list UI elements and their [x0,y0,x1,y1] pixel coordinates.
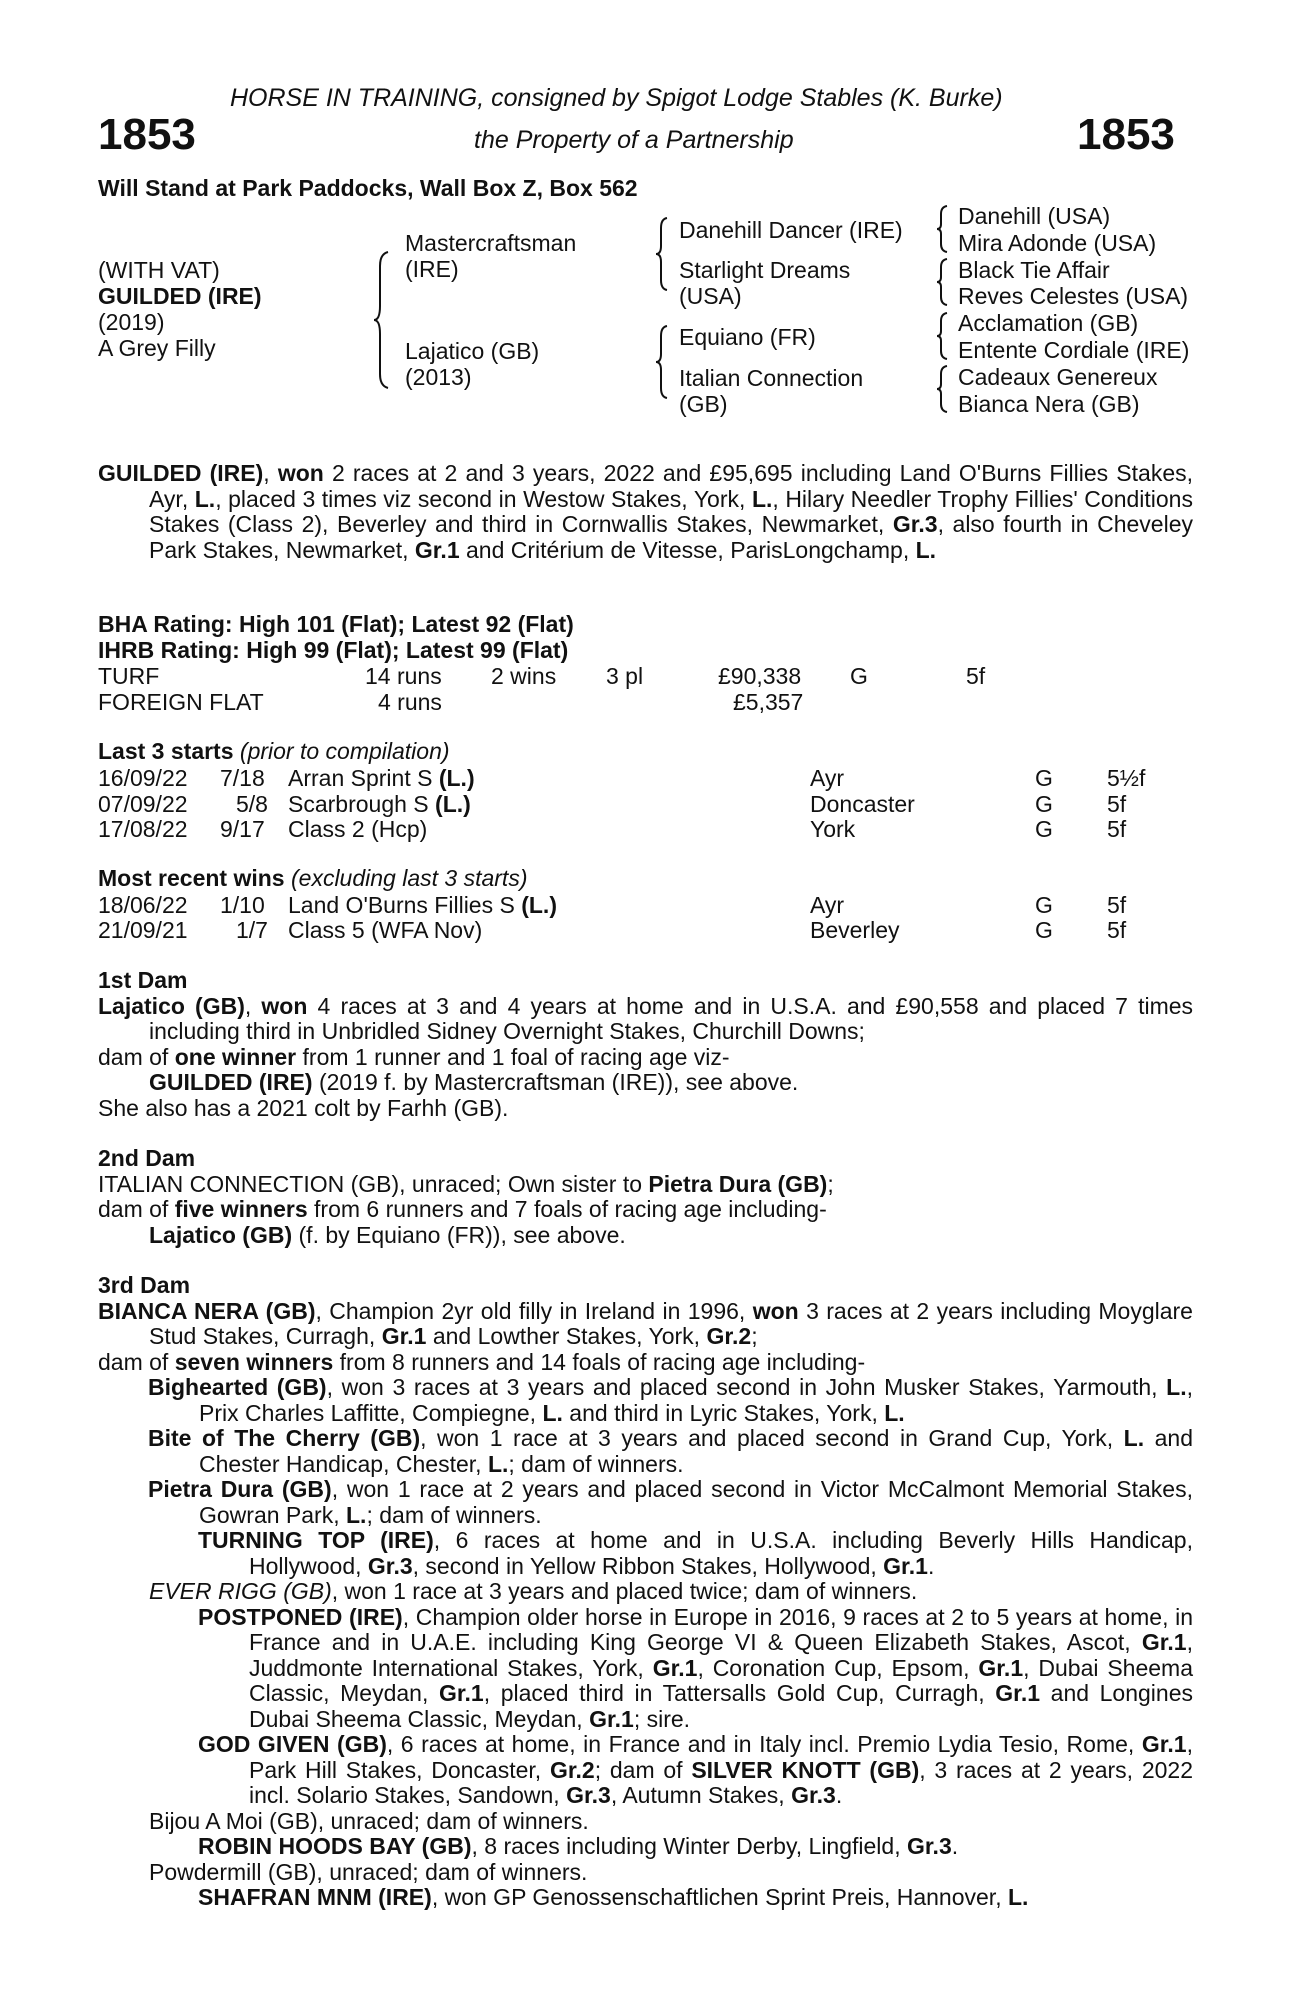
ggp-8: Bianca Nera (GB) [958,391,1140,417]
progeny-entry [98,1477,1193,1528]
listed-tag: L. [915,536,937,563]
progeny-text: , 8 races including Winter Derby, Lingfield, [471,1833,907,1859]
summary-text: , Hilary Needler Trophy Fillies' Conditions Stakes (Class 2), Beverley and third in Cornwallis Stakes, Newmarket, [149,485,1193,537]
stand-location: Will Stand at Park Paddocks, Wall Box Z, Box 562 [98,175,638,201]
record-wins: 2 wins [491,663,557,689]
race-course: Beverley [810,917,900,943]
winners-count: one winner [174,1043,297,1070]
race-tag: (L.) [438,765,475,791]
race-position: 1/7 [236,917,268,943]
ggp-6: Entente Cordiale (IRE) [958,337,1190,363]
group-tag: Gr.3 [367,1552,413,1579]
group-tag: Gr.3 [892,511,938,537]
progeny-text: , Juddmonte International Stakes, York, [249,1629,1193,1681]
summary-text: , also fourth in Cheveley Park Stakes, Newmarket, [149,511,1193,563]
ggp-2: Mira Adonde (USA) [958,230,1157,256]
progeny-text: , second in Yellow Ribbon Stakes, Hollywood, [412,1552,884,1579]
group-tag: Gr.1 [1141,1629,1187,1655]
third-dam-name: BIANCA NERA (GB) [98,1297,316,1324]
race-position: 5/8 [236,791,268,817]
race-course: Ayr [810,892,845,918]
progeny-text: , 6 races at home, in France and in Italy incl. Premio Lydia Tesio, Rome, [386,1731,1142,1757]
second-dam-heading: 2nd Dam [98,1145,196,1171]
progeny-text: ; dam of [594,1756,692,1783]
progeny-text: , won 1 race at 3 years and placed second in Grand Cup, York, [420,1425,1124,1451]
grand-progeny-entry [98,1834,1193,1860]
race-position: 9/17 [220,816,265,842]
dam-sire: Equiano (FR) [679,324,816,350]
lot-number-right: 1853 [1077,110,1175,159]
listed-tag: L. [1166,1374,1187,1400]
property-line: the Property of a Partnership [474,126,794,154]
record-prize: £5,357 [733,689,804,715]
progeny-text: and Chester Handicap, Chester, [199,1425,1193,1477]
progeny-text: . [951,1833,959,1859]
race-name: Class 5 (WFA Nov) [288,917,483,943]
group-tag: Gr.3 [906,1833,952,1859]
last3-row [98,791,1198,816]
recent-row [98,917,1198,942]
race-tag: (L.) [521,892,557,918]
race-title: Scarbrough S [288,791,436,817]
race-course: Ayr [810,765,845,791]
recent-wins-heading [98,866,527,892]
listed-tag: L. [884,1399,905,1426]
race-date: 18/06/22 [98,892,188,918]
consignor-line: HORSE IN TRAINING, consigned by Spigot Lodge Stables (K. Burke) [230,84,1003,112]
dam-won: won [752,1297,799,1324]
pedigree-brace-dam [655,324,671,400]
progeny-name: ROBIN HOODS BAY (GB) [198,1833,472,1859]
progeny-name: GUILDED (IRE) [149,1069,313,1095]
sire-dam: Starlight Dreams [679,257,851,283]
race-date: 16/09/22 [98,765,188,791]
first-dam-name: Lajatico (GB) [98,992,245,1019]
race-name: Class 2 (Hcp) [288,816,428,842]
record-distance: 5f [966,663,986,689]
recent-title: Most recent wins [98,865,285,891]
race-date: 21/09/21 [98,917,188,943]
group-tag: Gr.1 [381,1323,427,1349]
group-tag: Gr.1 [883,1552,928,1579]
grand-progeny-entry [98,1605,1193,1733]
listed-tag: L. [194,485,216,512]
progeny-text: , Champion older horse in Europe in 2016, 9 races at 2 to 5 years at home, in France and in U.A.E. including King George VI & Queen Elizabeth Stakes, Ascot, [249,1603,1193,1655]
progeny-text: (f. by Equiano (FR)), see above. [292,1221,626,1248]
progeny-text: , 6 races at home and in U.S.A. including Beverly Hills Handicap, Hollywood, [249,1527,1193,1579]
progeny-text: , won 3 races at 3 years and placed second in John Musker Stakes, Yarmouth, [326,1374,1167,1400]
race-title: Land O'Burns Fillies S [288,892,522,918]
race-distance: 5f [1107,816,1127,842]
race-course: Doncaster [810,791,915,817]
record-runs: 14 runs [365,663,442,689]
race-position: 1/10 [220,892,265,918]
ggp-3: Black Tie Affair [958,257,1110,283]
group-tag: Gr.3 [791,1782,836,1808]
sire-name: Mastercraftsman [405,230,577,256]
winners-count: five winners [174,1196,308,1222]
dam-text: 4 races at 3 and 4 years at home and in U.S.A. and £90,558 and placed 7 times including third in Unbridled Sidney Overnight Stakes, Churchill Downs; [149,992,1194,1044]
progeny-text: , Park Hill Stakes, Doncaster, [249,1731,1193,1783]
group-tag: Gr.2 [706,1323,752,1349]
pedigree-brace-sd [936,257,950,307]
dam-dam: Italian Connection [679,365,864,391]
progeny-name: Bite of The Cherry (GB) [148,1425,421,1451]
group-tag: Gr.1 [1141,1731,1187,1757]
listed-tag: L. [346,1501,367,1528]
record-runs: 4 runs [378,689,442,715]
progeny-entry [98,1579,1193,1605]
summary-text: , placed 3 times viz second in Westow Stakes, York, [215,485,752,512]
dam-also-note: She also has a 2021 colt by Farhh (GB). [98,1094,509,1121]
dam-dam-origin: (GB) [679,391,728,417]
record-prize: £90,338 [718,663,802,689]
sire-origin: (IRE) [405,256,459,282]
progeny-text: and third in Lyric Stakes, York, [562,1399,885,1426]
progeny-text: ; dam of winners. [508,1450,684,1477]
last3-title: Last 3 starts [98,738,234,764]
recent-row [98,892,1198,917]
pedigree-brace-ss [936,204,950,254]
record-going: G [850,663,868,689]
first-dam-section: 1st Dam Lajatico (GB), won 4 races at 3 and 4 years at home and in U.S.A. and £90,558 and placed 7 times including third in Unbridled Sidney Overnight Stakes, Churchill Downs; dam of one winner from 1 runner and 1 foal of racing age viz- GUILDED (IRE) (2019 f. by Mastercraftsman (IRE)), see above. She also has a 2021 colt by Farhh (GB). [98,967,1194,1121]
listed-tag: L. [542,1399,563,1426]
dam-of: dam of [98,1196,175,1222]
listed-tag: L. [1123,1425,1145,1451]
record-row-foreign [98,689,1198,714]
progeny-text: , Autumn Stakes, [610,1782,792,1808]
progeny-text: , Prix Charles Laffitte, Compiegne, [199,1374,1193,1426]
dam-text: from 8 runners and 14 foals of racing age including- [333,1348,866,1375]
progeny-entry: Bijou A Moi (GB), unraced; dam of winners. [149,1807,589,1834]
progeny-name: GOD GIVEN (GB) [198,1731,387,1757]
first-dam-heading: 1st Dam [98,967,188,993]
grand-progeny-entry [98,1885,1193,1911]
group-tag: Gr.1 [652,1654,698,1681]
progeny-name: SILVER KNOTT (GB) [691,1756,920,1783]
progeny-name: POSTPONED (IRE) [198,1603,403,1630]
third-dam-heading: 3rd Dam [98,1272,191,1298]
summary-text: and Critérium de Vitesse, ParisLongchamp, [459,536,916,563]
record-placed: 3 pl [606,663,644,689]
dam-year: (2013) [405,364,472,390]
race-course: York [810,816,856,842]
ihrb-rating: IHRB Rating: High 99 (Flat); Latest 99 (Flat) [98,637,569,663]
summary-horse-name: GUILDED (IRE) [98,460,264,486]
race-going: G [1035,917,1053,943]
sire-dam-origin: (USA) [679,283,742,309]
group-tag: Gr.3 [566,1782,611,1808]
group-tag: Gr.1 [438,1680,484,1706]
race-distance: 5f [1107,892,1127,918]
progeny-entry [98,1426,1193,1477]
last3-row [98,765,1198,790]
listed-tag: L. [487,1450,509,1477]
progeny-name: TURNING TOP (IRE) [198,1527,434,1553]
group-tag: Gr.1 [414,536,460,563]
progeny-text: , Coronation Cup, Epsom, [697,1654,979,1681]
horse-description: A Grey Filly [98,335,216,361]
second-dam-section [98,1146,1193,1248]
progeny-name: SHAFRAN MNM (IRE) [198,1884,432,1910]
progeny-text: (2019 f. by Mastercraftsman (IRE)), see above. [312,1069,799,1095]
winners-count: seven winners [174,1348,334,1375]
race-name [288,892,557,919]
dam-text: 3 races at 2 years including Moyglare Stud Stakes, Curragh, [149,1297,1193,1349]
race-position: 7/18 [220,765,265,791]
progeny-text: , Dubai Sheema Classic, Meydan, [249,1654,1193,1706]
pedigree-brace-dd [936,364,950,414]
dam-text: from 6 runners and 7 foals of racing age including- [307,1196,827,1222]
progeny-text: ; dam of winners. [366,1501,542,1528]
race-title: Arran Sprint S [288,765,439,791]
progeny-text: . [927,1552,935,1579]
group-tag: Gr.2 [549,1756,595,1783]
progeny-name: Lajatico (GB) [149,1221,293,1248]
dam-name: Lajatico (GB) [405,338,540,364]
horse-name: GUILDED (IRE) [98,283,262,309]
summary-text: 2 races at 2 and 3 years, 2022 and £95,695 including Land O'Burns Fillies Stakes, Ayr, [149,460,1194,512]
dam-text: ; [827,1170,834,1197]
last3-heading [98,739,450,765]
record-category: TURF [98,663,160,689]
progeny-text: and Longines Dubai Sheema Classic, Meydan, [249,1680,1194,1732]
dam-text: ; [751,1323,758,1349]
dam-of: dam of [98,1043,175,1070]
progeny-name: Bighearted (GB) [148,1374,327,1400]
race-going: G [1035,892,1053,918]
grand-progeny-entry [98,1528,1193,1579]
pedigree-brace-ds [936,311,950,361]
progeny-entry [98,1375,1193,1426]
race-summary: GUILDED (IRE), won 2 races at 2 and 3 years, 2022 and £95,695 including Land O'Burns Fillies Stakes, Ayr, L., placed 3 times viz second in Westow Stakes, York, L., Hilary Needler Trophy Fillies' Conditions Stakes (Class 2), Beverley and third in Cornwallis Stakes, Newmarket, Gr.3, also fourth in Cheveley Park Stakes, Newmarket, Gr.1 and Critérium de Vitesse, ParisLongchamp, L. [98,460,1194,563]
grand-progeny-entry [98,1732,1193,1809]
progeny-text: . [835,1782,843,1808]
race-name [288,765,475,792]
last3-note: (prior to compilation) [239,738,450,764]
race-distance: 5f [1107,791,1127,817]
listed-tag: L. [1007,1884,1029,1910]
race-name [288,791,471,818]
horse-year: (2019) [98,309,165,335]
sister-name: Pietra Dura (GB) [648,1170,828,1197]
dam-won: won [261,992,308,1019]
recent-note: (excluding last 3 starts) [291,865,528,891]
record-row-turf [98,663,1198,688]
dam-text: ITALIAN CONNECTION (GB), unraced; Own sister to [98,1170,649,1197]
progeny-text: , placed third in Tattersalls Gold Cup, Curragh, [483,1680,996,1706]
last3-row [98,816,1198,841]
race-going: G [1035,816,1053,842]
progeny-entry: Powdermill (GB), unraced; dam of winners. [149,1858,588,1885]
summary-won: won [277,460,324,486]
ggp-1: Danehill (USA) [958,203,1111,229]
group-tag: Gr.1 [995,1680,1041,1706]
pedigree-brace-sire [655,216,671,292]
race-date: 07/09/22 [98,791,188,817]
bha-rating: BHA Rating: High 101 (Flat); Latest 92 (Flat) [98,611,574,637]
race-going: G [1035,765,1053,791]
vat-label: (WITH VAT) [98,257,220,283]
progeny-name: EVER RIGG (GB) [149,1578,332,1604]
sire-sire: Danehill Dancer (IRE) [679,217,903,243]
dam-text: , Champion 2yr old filly in Ireland in 1996, [315,1297,753,1324]
progeny-text: ; sire. [633,1705,691,1732]
dam-of: dam of [98,1348,175,1375]
ggp-4: Reves Celestes (USA) [958,283,1189,309]
race-date: 17/08/22 [98,816,188,842]
group-tag: Gr.1 [589,1705,634,1732]
race-going: G [1035,791,1053,817]
record-category: FOREIGN FLAT [98,689,264,715]
race-distance: 5f [1107,917,1127,943]
progeny-text: , won 1 race at 3 years and placed twice; dam of winners. [331,1578,918,1604]
lot-number-left: 1853 [98,110,196,159]
progeny-text: , won 1 race at 2 years and placed second in Victor McCalmont Memorial Stakes, Gowran Park, [199,1476,1193,1528]
ggp-7: Cadeaux Genereux [958,364,1158,390]
ggp-5: Acclamation (GB) [958,310,1139,336]
dam-text: from 1 runner and 1 foal of racing age viz- [296,1043,730,1070]
race-distance: 5½f [1107,765,1146,791]
progeny-text: , 3 races at 2 years, 2022 incl. Solario Stakes, Sandown, [249,1756,1194,1808]
race-tag: (L.) [435,791,471,817]
listed-tag: L. [751,485,773,512]
third-dam-section [98,1273,1193,1911]
pedigree-brace-main [372,250,392,390]
group-tag: Gr.1 [978,1654,1024,1681]
dam-text: and Lowther Stakes, York, [426,1323,707,1349]
progeny-name: Pietra Dura (GB) [148,1476,332,1502]
progeny-text: , won GP Genossenschaftlichen Sprint Preis, Hannover, [431,1884,1008,1910]
